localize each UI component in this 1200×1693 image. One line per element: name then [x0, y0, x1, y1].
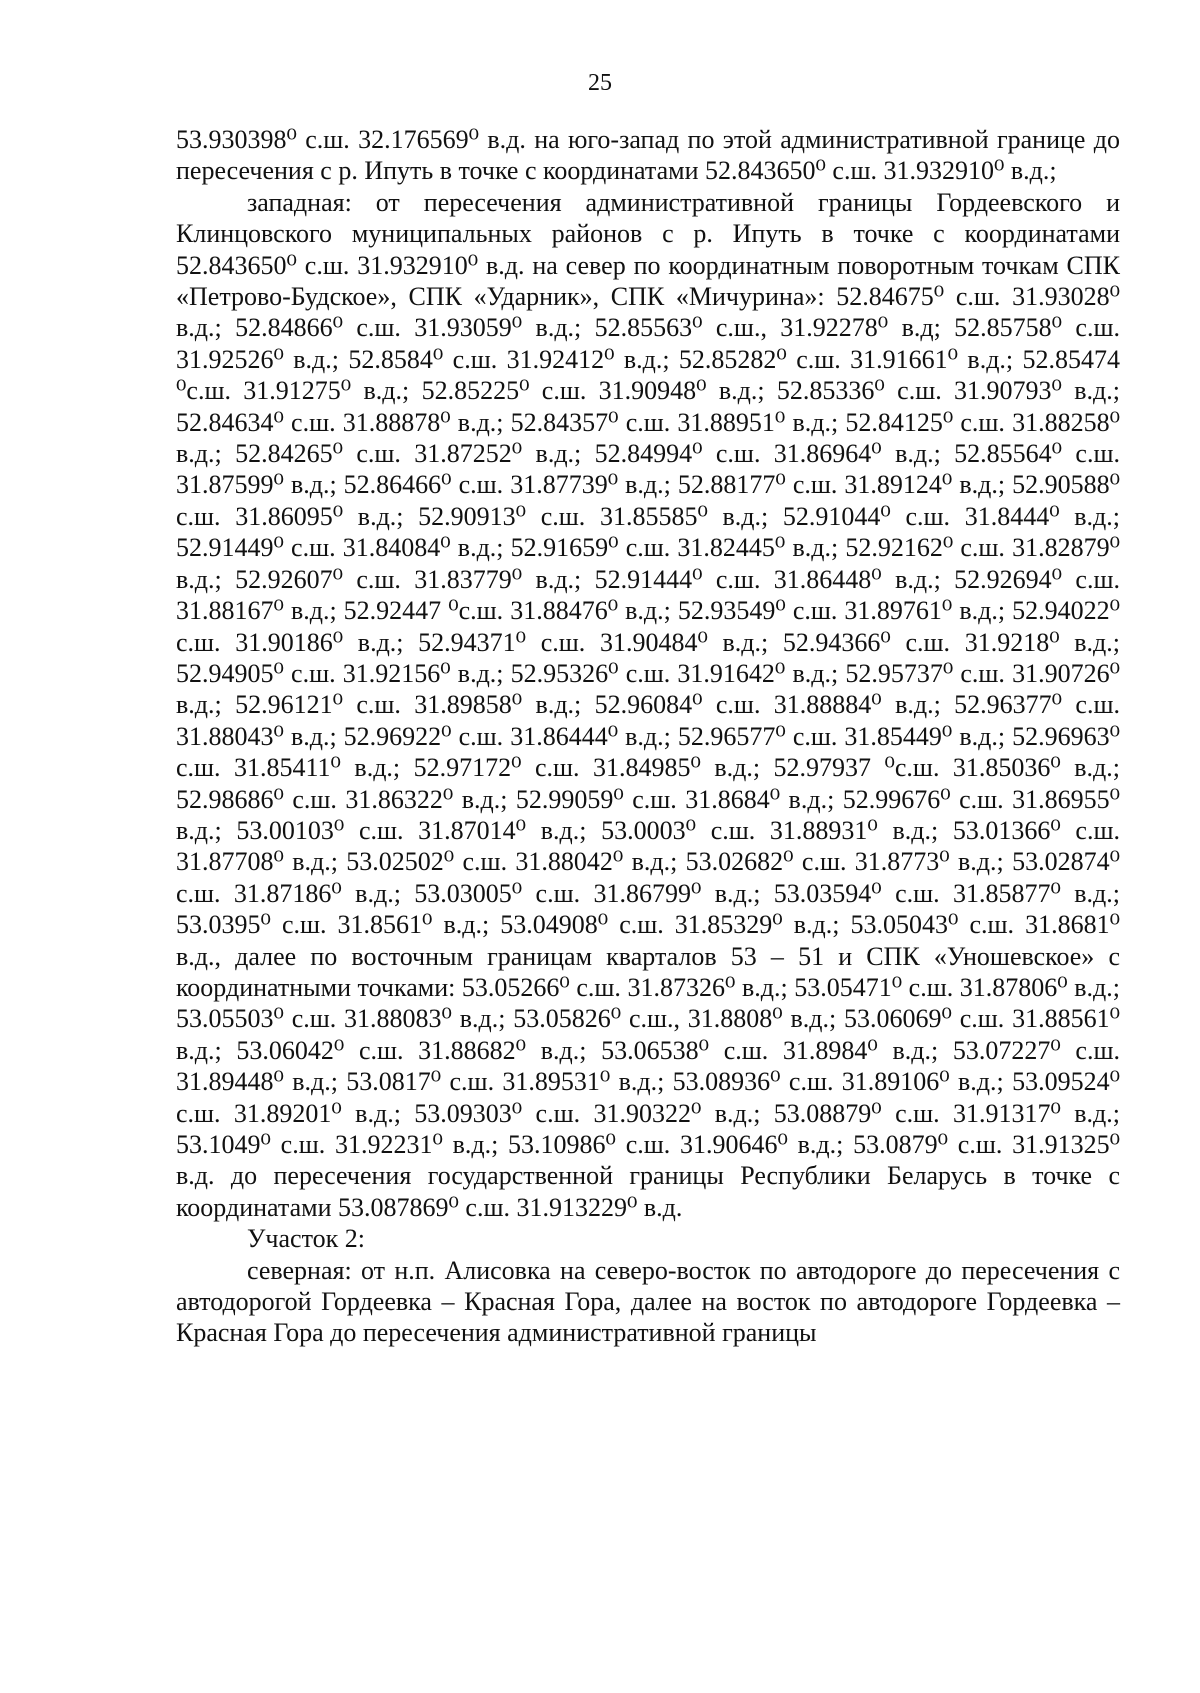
paragraph-section-heading: Участок 2: — [247, 1224, 365, 1254]
paragraph-boundary-continuation: 53.930398⁰ с.ш. 32.176569⁰ в.д. на юго-запад по этой административной границе до пересечения с р. Ипуть в точке с координатами 52.843650⁰ с.ш. 31.932910⁰ в.д.; — [176, 125, 1120, 186]
document-body — [176, 124, 1120, 1349]
paragraph-northern-boundary: северная: от н.п. Алисовка на северо-восток по автодороге до пересечения с автодорогой Гордеевка – Красная Гора, далее на восток по автодороге Гордеевка – Красная Гора до пересечения административной границы — [176, 1255, 1120, 1348]
page-number: 25 — [588, 70, 612, 96]
paragraph-western-boundary: западная: от пересечения административной границы Гордеевского и Клинцовского муниципальных районов с р. Ипуть в точке с координатами 52.843650⁰ с.ш. 31.932910⁰ в.д. на север по координатным поворотным точкам СПК «Петрово-Будское», СПК «Ударник», СПК «Мичурина»: 52.84675⁰ с.ш. 31.93028⁰ в.д.; 52.84866⁰ с.ш. 31.93059⁰ в.д.; 52.85563⁰ с.ш., 31.92278⁰ в.д; 52.85758⁰ с.ш. 31.92526⁰ в.д.; 52.8584⁰ с.ш. 31.92412⁰ в.д.; 52.85282⁰ с.ш. 31.91661⁰ в.д.; 52.85474 ⁰с.ш. 31.91275⁰ в.д.; 52.85225⁰ с.ш. 31.90948⁰ в.д.; 52.85336⁰ с.ш. 31.90793⁰ в.д.; 52.84634⁰ с.ш. 31.88878⁰ в.д.; 52.84357⁰ с.ш. 31.88951⁰ в.д.; 52.84125⁰ с.ш. 31.88258⁰ в.д.; 52.84265⁰ с.ш. 31.87252⁰ в.д.; 52.84994⁰ с.ш. 31.86964⁰ в.д.; 52.85564⁰ с.ш. 31.87599⁰ в.д.; 52.86466⁰ с.ш. 31.87739⁰ в.д.; 52.88177⁰ с.ш. 31.89124⁰ в.д.; 52.90588⁰ с.ш. 31.86095⁰ в.д.; 52.90913⁰ с.ш. 31.85585⁰ в.д.; 52.91044⁰ с.ш. 31.8444⁰ в.д.; 52.91449⁰ с.ш. 31.84084⁰ в.д.; 52.91659⁰ с.ш. 31.82445⁰ в.д.; 52.92162⁰ с.ш. 31.82879⁰ в.д.; 52.92607⁰ с.ш. 31.83779⁰ в.д.; 52.91444⁰ с.ш. 31.86448⁰ в.д.; 52.92694⁰ с.ш. 31.88167⁰ в.д.; 52.92447 ⁰с.ш. 31.88476⁰ в.д.; 52.93549⁰ с.ш. 31.89761⁰ в.д.; 52.94022⁰ с.ш. 31.90186⁰ в.д.; 52.94371⁰ с.ш. 31.90484⁰ в.д.; 52.94366⁰ с.ш. 31.9218⁰ в.д.; 52.94905⁰ с.ш. 31.92156⁰ в.д.; 52.95326⁰ с.ш. 31.91642⁰ в.д.; 52.95737⁰ с.ш. 31.90726⁰ в.д.; 52.96121⁰ с.ш. 31.89858⁰ в.д.; 52.96084⁰ с.ш. 31.88884⁰ в.д.; 52.96377⁰ с.ш. 31.88043⁰ в.д.; 52.96922⁰ с.ш. 31.86444⁰ в.д.; 52.96577⁰ с.ш. 31.85449⁰ в.д.; 52.96963⁰ с.ш. 31.85411⁰ в.д.; 52.97172⁰ с.ш. 31.84985⁰ в.д.; 52.97937 ⁰с.ш. 31.85036⁰ в.д.; 52.98686⁰ с.ш. 31.86322⁰ в.д.; 52.99059⁰ с.ш. 31.8684⁰ в.д.; 52.99676⁰ с.ш. 31.86955⁰ в.д.; 53.00103⁰ с.ш. 31.87014⁰ в.д.; 53.0003⁰ с.ш. 31.88931⁰ в.д.; 53.01366⁰ с.ш. 31.87708⁰ в.д.; 53.02502⁰ с.ш. 31.88042⁰ в.д.; 53.02682⁰ с.ш. 31.8773⁰ в.д.; 53.02874⁰ с.ш. 31.87186⁰ в.д.; 53.03005⁰ с.ш. 31.86799⁰ в.д.; 53.03594⁰ с.ш. 31.85877⁰ в.д.; 53.0395⁰ с.ш. 31.8561⁰ в.д.; 53.04908⁰ с.ш. 31.85329⁰ в.д.; 53.05043⁰ с.ш. 31.8681⁰ в.д., далее по восточным границам кварталов 53 – 51 и СПК «Уношевское» с координатными точками: 53.05266⁰ с.ш. 31.87326⁰ в.д.; 53.05471⁰ с.ш. 31.87806⁰ в.д.; 53.05503⁰ с.ш. 31.88083⁰ в.д.; 53.05826⁰ с.ш., 31.8808⁰ в.д.; 53.06069⁰ с.ш. 31.88561⁰ в.д.; 53.06042⁰ с.ш. 31.88682⁰ в.д.; 53.06538⁰ с.ш. 31.8984⁰ в.д.; 53.07227⁰ с.ш. 31.89448⁰ в.д.; 53.0817⁰ с.ш. 31.89531⁰ в.д.; 53.08936⁰ с.ш. 31.89106⁰ в.д.; 53.09524⁰ с.ш. 31.89201⁰ в.д.; 53.09303⁰ с.ш. 31.90322⁰ в.д.; 53.08879⁰ с.ш. 31.91317⁰ в.д.; 53.1049⁰ с.ш. 31.92231⁰ в.д.; 53.10986⁰ с.ш. 31.90646⁰ в.д.; 53.0879⁰ с.ш. 31.91325⁰ в.д. до пересечения государственной границы Республики Беларусь в точке с координатами 53.087869⁰ с.ш. 31.913229⁰ в.д. — [176, 187, 1120, 1222]
